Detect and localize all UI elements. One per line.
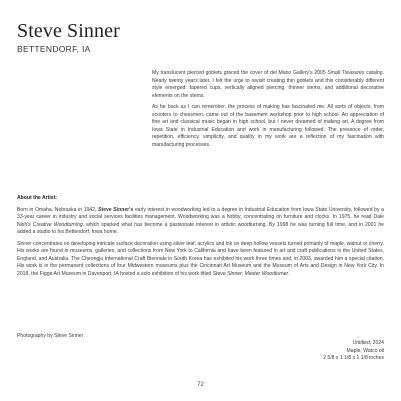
about-p1-text-e: , which sparked what has become a passionate interest in artistic woodturning. By 1998 he was turning full time, and in 2001 he added a studio to his Bettendorf, Iowa home. (17, 221, 385, 235)
about-paragraph-2 (17, 241, 384, 279)
statement-paragraph-2: As far back as I can remember, the process of making has fascinated me. All sorts of objects, from scooters to chessmen, came out of the basement workshop prior to high school. An appreciation of fine art and classical music began in high school, but I never dreamed of making art. A degree from Iowa State in Industrial Education and work in manufacturing followed. The presence of order, repetition, efficiency, simplicity, and quality in my work are a reflection of my fascination with manufacturing processes. (152, 104, 384, 148)
artist-location: BETTENDORF, IA (17, 44, 91, 54)
artist-name-bold: Steve Sinner's (98, 206, 134, 213)
artwork-title: Untitled (352, 340, 370, 346)
book-title: Creative Woodturning (32, 221, 83, 228)
artwork-dimensions: 2 5/8 x 1 1/8 x 1 1/8 inches (323, 355, 384, 361)
artwork-materials: Maple, Watco oil (346, 347, 384, 354)
about-the-artist (17, 195, 384, 282)
statement-paragraph-1 (152, 70, 384, 100)
artwork-title-line (323, 340, 384, 348)
artist-statement (152, 70, 384, 153)
about-heading: About the Artist: (17, 195, 57, 201)
statement-p1-text-c: catalog. Nearly twenty years later, I felt the urge to revisit creating thin goblets and this considerably different style emerged: tapered cups, vertically aligned piercing, thinner stems, and additional decorative elements on the stems. (152, 70, 384, 99)
about-p2-text-c: . (288, 270, 290, 277)
about-p1-text-a: Born in Omaha, Nebraska in 1942, (17, 206, 99, 213)
about-p1-text-c: early interest in woodworking led to a degree in Industrial Education from Iowa State University, followed by a 33-year career in industry and social services facilities management. Woodworking was a hobby, concentrating on furniture and clocks. In 1975, he read Dale Nish's (17, 206, 384, 228)
catalog-title: Small Treasures (327, 70, 365, 76)
artwork-caption (323, 340, 384, 363)
about-p2-text-a: Sinner concentrates on developing intricate surface decoration using silver leaf, acrylics and ink on deep hollow vessels turned primarily of maple, walnut or cherry. His works are found in museums, galleries, and collections from New York to California and have been featured in art and craft publications in the United States, England, and Australia. The Cheongju International Craft Biennale in South Korea has exhibited his work three times and, in 2003, awarded him a special citation. His work is in the permanent collections of four Midwestern museums plus the Cincinnati Art Museum and the Museum of Arts and Design in New York City. In 2018, the Figge Art Museum in Davenport, IA hosted a solo exhibition of his work titled (17, 240, 384, 277)
page-number: 72 (197, 382, 204, 388)
about-paragraph-1 (17, 207, 384, 237)
exhibition-title: Steve Sinner: Master Woodturner (212, 270, 289, 277)
photo-credit: Photography by Steve Sinner (17, 333, 84, 339)
artist-name: Steve Sinner (17, 20, 120, 42)
statement-p1-text-a: My translucent pierced goblets graced the cover of del Mano Gallery's 2005 (152, 70, 328, 76)
artwork-year: , 2024 (369, 340, 384, 346)
